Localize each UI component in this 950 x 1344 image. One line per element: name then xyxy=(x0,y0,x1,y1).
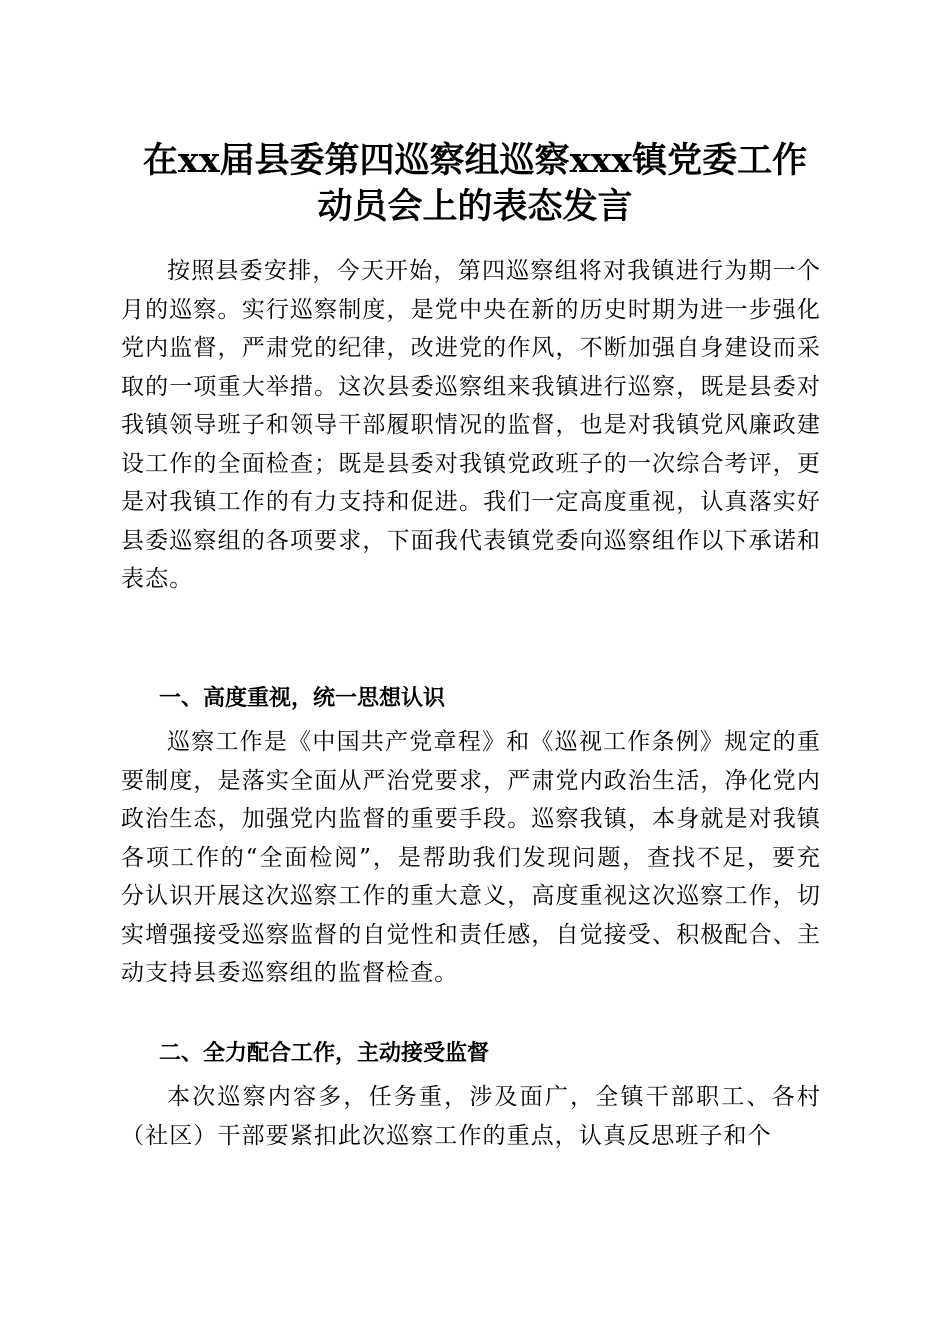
document-title-line2: 动员会上的表态发言 xyxy=(317,186,633,227)
paragraph-section-1: 巡察工作是《中国共产党章程》和《巡视工作条例》规定的重要制度，是落实全面从严治党要求，严肃党内政治生活，净化党内政治生态，加强党内监督的重要手段。巡察我镇，本身就是对我镇各项工作的“全面检阅”，是帮助我们发现问题，查找不足，要充分认识开展这次巡察工作的重大意义，高度重视这次巡察工作，切实增强接受巡察监督的自觉性和责任感，自觉接受、积极配合、主动支持县委巡察组的监督检查。 xyxy=(121,729,821,986)
section-heading-2: 二、全力配合工作，主动接受监督 xyxy=(159,1041,490,1066)
paragraph-intro: 按照县委安排，今天开始，第四巡察组将对我镇进行为期一个月的巡察。实行巡察制度，是党中央在新的历史时期为进一步强化党内监督，严肃党的纪律，改进党的作风，不断加强自身建设而采取的一项重大举措。这次县委巡察组来我镇进行巡察，既是县委对我镇领导班子和领导干部履职情况的监督，也是对我镇党风廉政建设工作的全面检查；既是县委对我镇党政班子的一次综合考评，更是对我镇工作的有力支持和促进。我们一定高度重视，认真落实好县委巡察组的各项要求，下面我代表镇党委向巡察组作以下承诺和表态。 xyxy=(121,258,821,592)
paragraph-section-2: 本次巡察内容多，任务重，涉及面广，全镇干部职工、各村（社区）干部要紧扣此次巡察工作的重点，认真反思班子和个 xyxy=(121,1084,821,1149)
document-title-line1: 在xx届县委第四巡察组巡察xxx镇党委工作 xyxy=(142,140,808,181)
section-heading-1: 一、高度重视，统一思想认识 xyxy=(159,686,446,711)
